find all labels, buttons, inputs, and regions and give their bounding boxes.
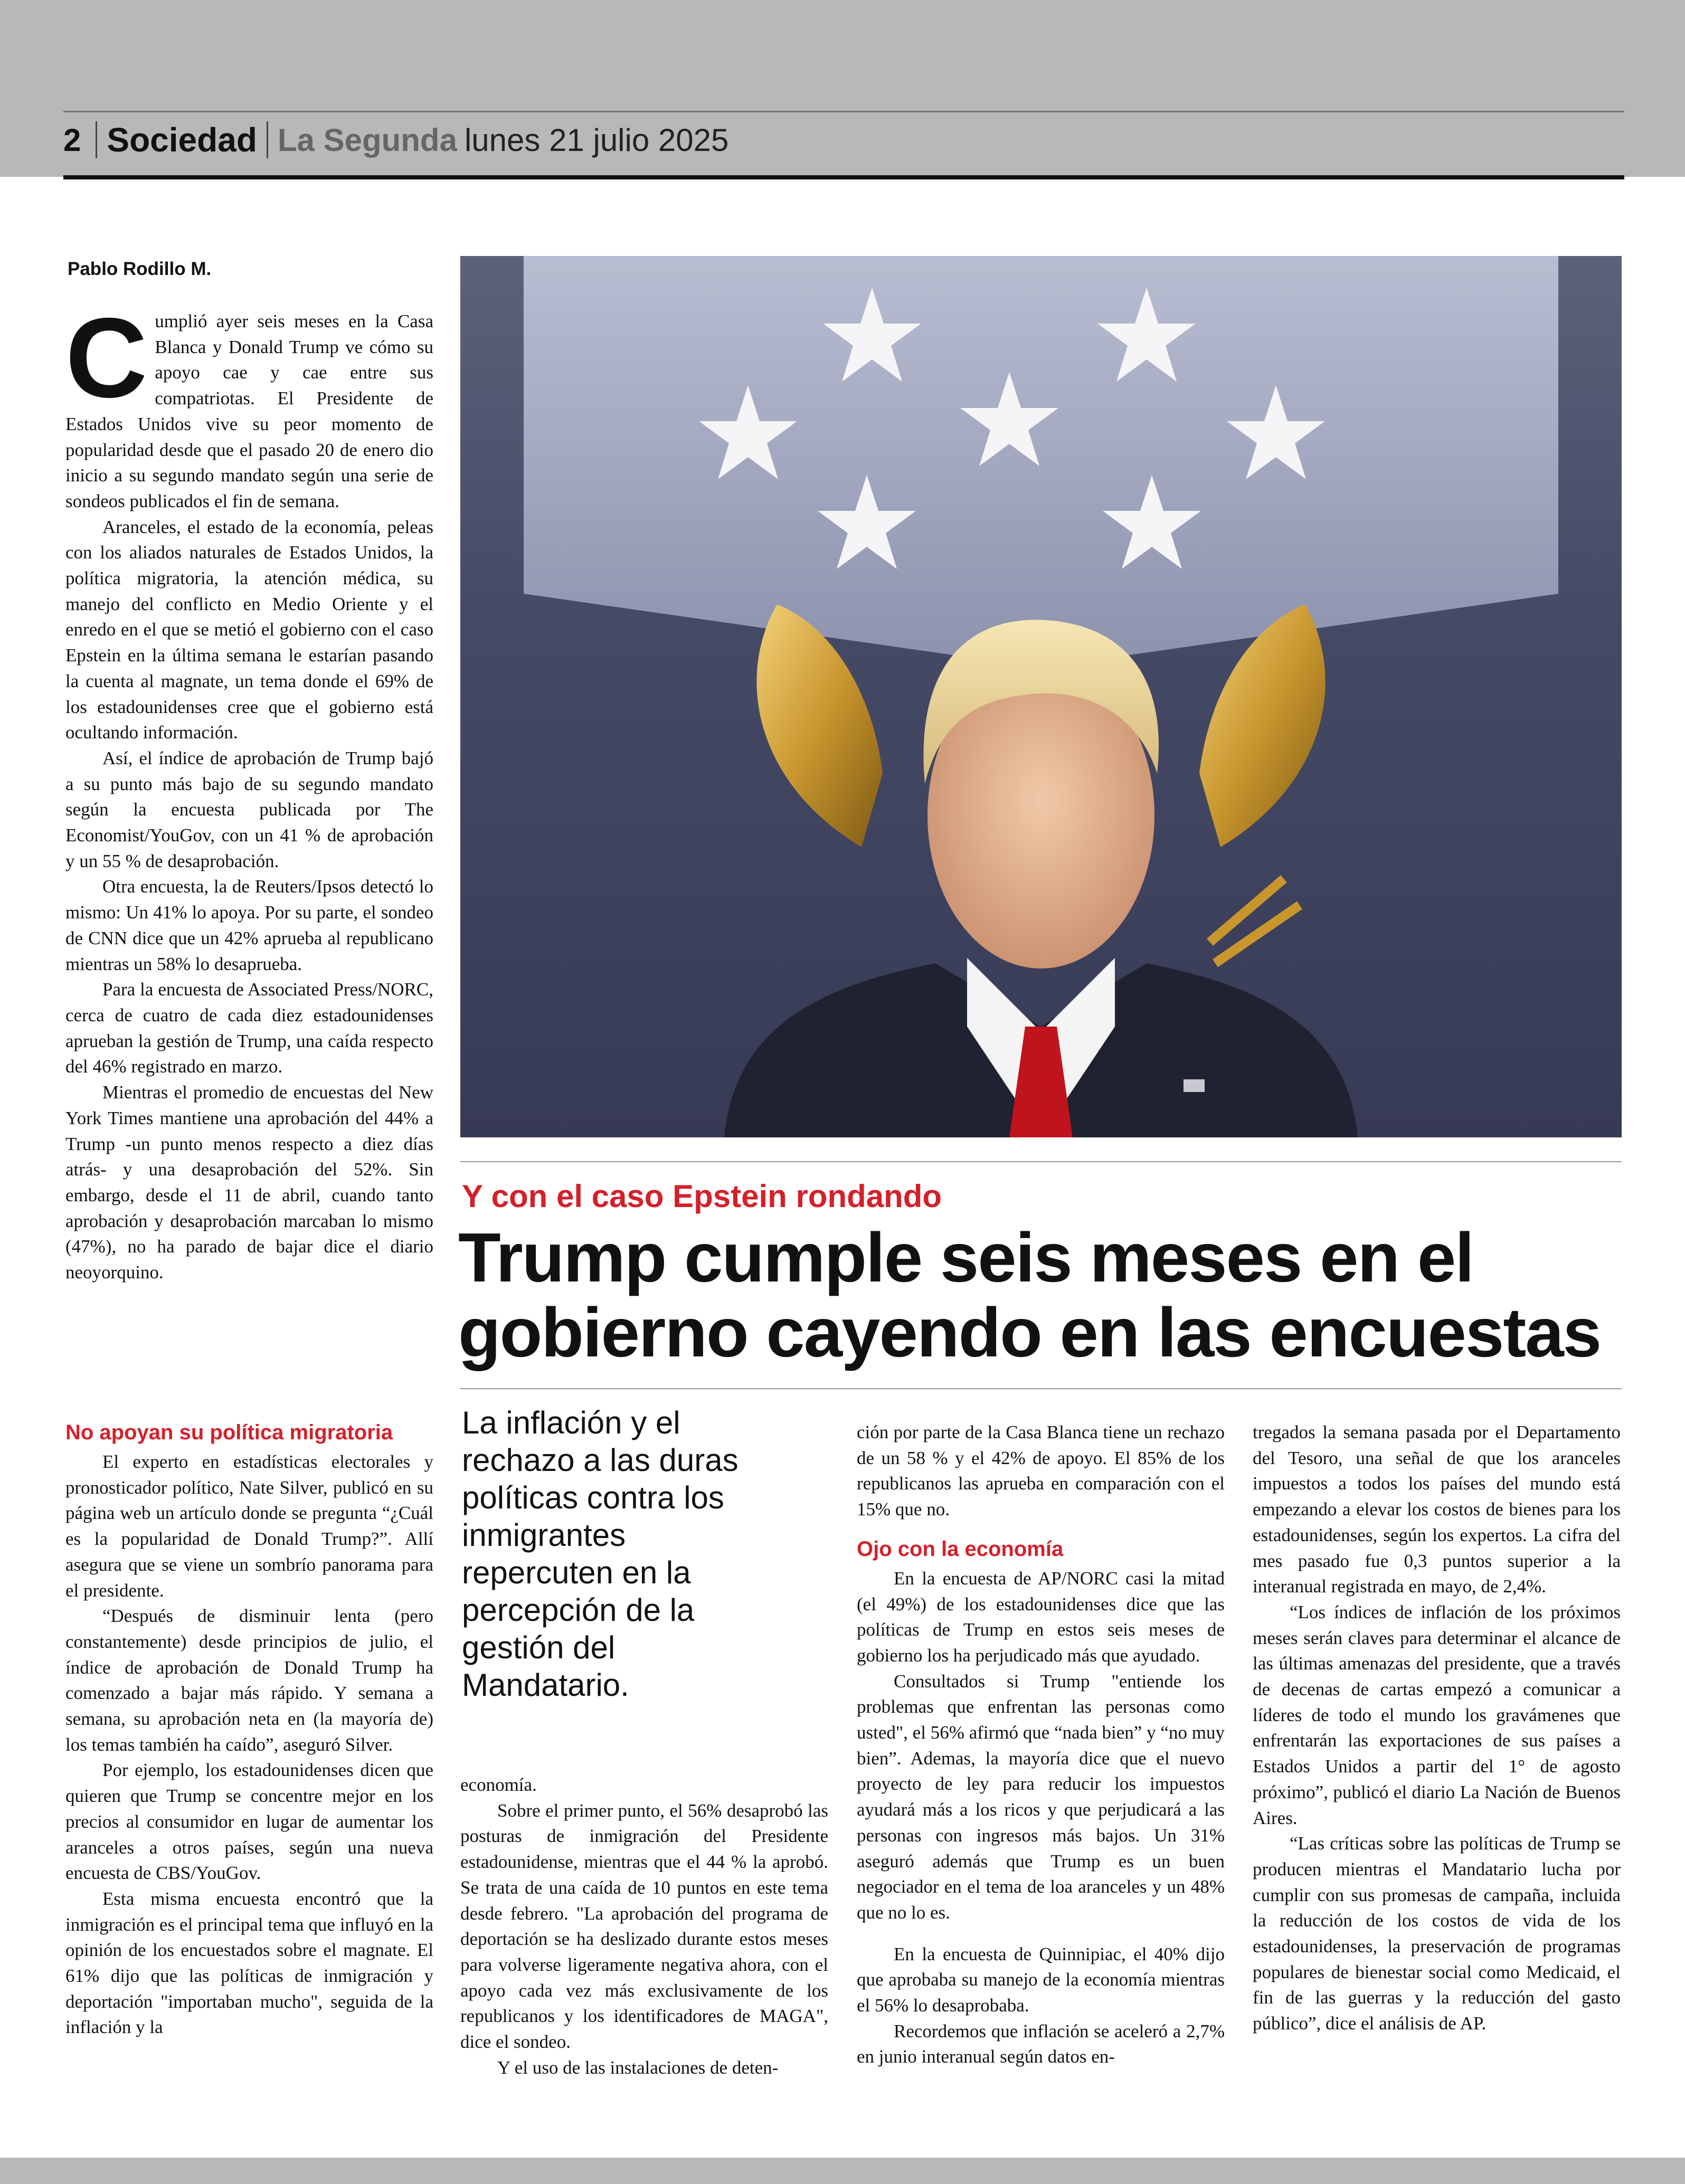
paragraph: Recordemos que inflación se aceleró a 2,7% en junio interanual según datos en- [857,2020,1225,2067]
deck: La inflación y el rechazo a las duras políticas contra los inmigrantes repercuten en la percepción de la gestión del Mandatario. [462,1405,739,1703]
paragraph: tregados la semana pasada por el Departamento del Tesoro, una señal de que los aranceles impuestos a todos los países del mundo está empezando a elevar los costos de bienes para los estadounidenses, según los expertos. La cifra del mes pasado fue 0,3 puntos superior a la interanual registrada en mayo, de 2,4%. [1253,1422,1621,1597]
paragraph: Consultados si Trump "entiende los problemas que enfrentan las personas como usted", el 56% afirmó que “nada bien” y “no muy bien”. Ademas, la mayoría dice que el nuevo proyecto de ley para reducir los impuestos ayudará más a los ricos y que perjudicará a las personas con ingresos más bajos. Un 31% aseguró además que Trump es un buen negociador en el tema de loa aranceles y un 48% que no lo es. [857,1670,1225,1923]
lead-paragraph [65,294,433,515]
headline-top-rule [460,1161,1622,1162]
flag-pin [1184,1079,1205,1092]
page-number: 2 [63,122,81,158]
eagle-arrows [1210,879,1300,963]
byline: Pablo Rodillo M. [68,259,212,279]
article-column-1-lower [65,1421,433,2040]
paragraph: Para la encuesta de Associated Press/NORC, cerca de cuatro de cada diez estadounidenses aprueban la gestión de Trump, una caída respecto del 46% registrado en marzo. [65,979,433,1077]
folio-line [63,119,728,161]
header-top-rule [63,111,1624,112]
header-bottom-rule [63,175,1624,179]
headline-bottom-rule [460,1388,1622,1389]
paragraph: Aranceles, el estado de la economía, peleas con los aliados naturales de Estados Unidos, la política migratoria, la atención médica, su manejo del conflicto en Medio Oriente y el enredo en el que se metió el gobierno con el caso Epstein en la última semana le estarían pasando la cuenta al magnate, un tema donde el 69% de los estadounidenses cree que el gobierno está ocultando información. [65,516,433,743]
paragraph: Así, el índice de aprobación de Trump bajó a su punto más bajo de su segundo mandato según la encuesta publicada por The Economist/YouGov, con un 41 % de aprobación y un 55 % de desaprobación. [65,747,433,871]
shield-shape [524,256,1558,668]
article-column-3 [857,1420,1225,2070]
folio-separator [267,121,268,158]
paragraph: economía. [460,1774,537,1795]
lead-text: umplió ayer seis meses en la Casa Blanca y Donald Trump ve cómo su apoyo cae y cae entre sus compatriotas. El Presidente de Estados Unidos vive su peor momento de popularidad desde que el pasado 20 de enero dio inicio a su segundo mandato según una serie de sondeos publicados el fin de semana. [65,311,433,511]
photo-illustration [460,256,1622,1137]
paragraph: En la encuesta de Quinnipiac, el 40% dijo que aprobaba su manejo de la economía mientras el 56% lo desaprobaba. [857,1943,1225,2016]
issue-date: lunes 21 julio 2025 [464,122,729,158]
paragraph: Mientras el promedio de encuestas del New York Times mantiene una aprobación del 44% a Trump -un punto menos respecto a diez días atrás- y una desaprobación del 52%. Sin embargo, desde el 11 de abril, cuando tanto aprobación y desaprobación marcaban lo mismo (47%), no ha parado de bajar dice el diario neoyorquino. [65,1082,433,1283]
subhead-economy: Ojo con la economía [857,1537,1064,1561]
kicker: Y con el caso Epstein rondando [462,1179,942,1214]
paragraph: Por ejemplo, los estadounidenses dicen que quieren que Trump se concentre mejor en los precios al consumidor en lugar de aumentar los aranceles a otros países, según una nueva encuesta de CBS/YouGov. [65,1760,433,1884]
paragraph: “Después de disminuir lenta (pero constantemente) desde principios de julio, el índice de aprobación de Donald Trump ha comenzado a bajar más rápido. Y semana a semana, su aprobación neta en (la mayoría de) los temas también ha caído”, aseguró Silver. [65,1606,433,1755]
drop-cap: C [65,294,148,421]
folio-separator [96,121,97,158]
paragraph: “Los índices de inflación de los próximos meses serán claves para determinar el alcance de las últimas amenazas del presidente, que a través de decenas de cartas empezó a comunicar a líderes de todo el mundo los gravámenes que enfrentarán las exportaciones de sus países a Estados Unidos a partir del 1° de agosto próximo”, publicó el diario La Nación de Buenos Aires. [1253,1601,1621,1828]
paragraph: Sobre el primer punto, el 56% desaprobó las posturas de inmigración del Presidente estadounidense, mientras que el 44 % la aprobó. Se trata de una caída de 10 puntos en este tema desde febrero. "La aprobación del programa de deportación se ha deslizado durante estos meses para volverse ligeramente negativa ahora, con el apoyo cada vez más exclusivamente de los republicanos y los identificadores de MAGA", dice el sondeo. [460,1800,828,2053]
page-footer-band [0,2158,1685,2184]
paragraph: En la encuesta de AP/NORC casi la mitad (el 49%) de los estadounidenses dice que las políticas de Trump en estos seis meses de gobierno los ha perjudicado más que ayudado. [857,1568,1225,1666]
page-header-band [0,0,1685,177]
paragraph: ción por parte de la Casa Blanca tiene un rechazo de un 58 % y el 42% de apoyo. El 85% de los republicanos las aprueba en comparación con el 15% que no. [857,1422,1225,1520]
section-name: Sociedad [107,121,257,159]
newspaper-name: La Segunda [277,122,457,158]
article-column-2 [460,1772,828,2081]
headline: Trump cumple seis meses en el gobierno cayendo en las encuestas [458,1219,1601,1371]
paragraph: Y el uso de las instalaciones de deten- [497,2057,779,2078]
paragraph: Otra encuesta, la de Reuters/Ipsos detectó lo mismo: Un 41% lo apoya. Por su parte, el sondeo de CNN dice que un 42% aprueba al republicano mientras un 58% lo desaprueba. [65,876,433,974]
paragraph: “Las críticas sobre las políticas de Trump se producen mientras el Mandatario lucha por cumplir con sus promesas de campaña, incluida la reducción de los costos de vida de los estadounidenses, la preservación de programas populares de bienestar social como Medicaid, el fin de las guerras y la reducción del gasto público”, dice el análisis de AP. [1253,1833,1621,2034]
article-column-4 [1253,1420,1621,2037]
lead-photo [460,256,1622,1137]
article-column-1 [65,294,433,1286]
paragraph: Esta misma encuesta encontró que la inmigración es el principal tema que influyó en la opinión de los encuestados sobre el magnate. El 61% dijo que las políticas de inmigración y deportación "importaban mucho", seguida de la inflación y la [65,1888,433,2038]
paragraph: El experto en estadísticas electorales y pronosticador político, Nate Silver, publicó en su página web un artículo donde se pregunta “¿Cuál es la popularidad de Donald Trump?”. Allí asegura que se viene un sombrío panorama para el presidente. [65,1451,433,1601]
subhead-migration: No apoyan su política migratoria [65,1421,393,1444]
